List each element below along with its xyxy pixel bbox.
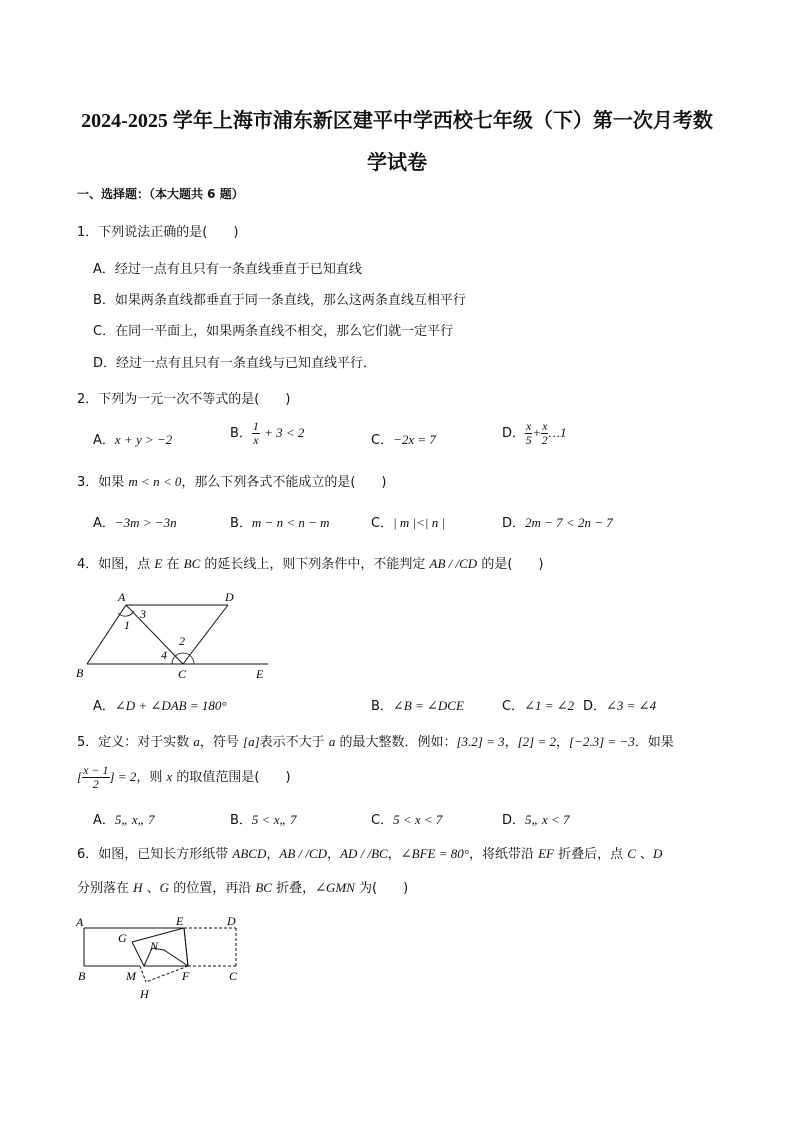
exam-title-line1: 2024-2025 学年上海市浦东新区建平中学西校七年级（下）第一次月考数	[81, 110, 713, 132]
option-expr: 5 < x < 7	[393, 812, 443, 827]
option-expr: ∠3 = ∠4	[606, 698, 657, 713]
q5-stem	[77, 731, 674, 750]
q3-option-c	[371, 512, 445, 531]
stem-text: ，那么下列各式不能成立的是( )	[181, 475, 387, 490]
q4-stem	[77, 553, 543, 572]
frac-den: 2	[541, 433, 548, 447]
q5-option-c	[371, 809, 442, 828]
stem-text: ，	[266, 847, 280, 862]
q1-stem: 1．下列说法正确的是( )	[77, 225, 239, 240]
q5-option-d	[502, 809, 570, 828]
stem-math: AB / /CD	[429, 556, 478, 571]
fraction	[252, 420, 260, 447]
option-expr: ∠1 = ∠2	[524, 698, 575, 713]
stem-text: 4．如图，点	[77, 557, 155, 572]
frac-den: 5	[525, 433, 532, 447]
q2-option-c	[371, 429, 436, 448]
stem-math: EF	[538, 846, 554, 861]
option-label: B．	[371, 699, 393, 714]
option-label: C．	[371, 433, 394, 448]
stem-math: AB / /CD	[279, 846, 328, 861]
point-label-e: E	[176, 914, 184, 928]
option-label: A．	[93, 516, 115, 531]
option-expr: 2m − 7 < 2n − 7	[525, 515, 613, 530]
stem-math: [−2.3] = −3	[569, 734, 635, 749]
q4-option-d	[583, 695, 656, 714]
stem-text: 折叠后，点	[553, 847, 628, 862]
option-expr: −3m > −3n	[114, 515, 177, 530]
stem-text: 5．定义：对于实数	[77, 735, 194, 750]
angle-label-2: 2	[179, 634, 185, 648]
option-expr: + 3 < 2	[264, 425, 305, 440]
angle-label-4: 4	[161, 648, 167, 662]
point-label-m: M	[126, 969, 136, 983]
q1-option-b: B．如果两条直线都垂直于同一条直线，那么这两条直线互相平行	[93, 293, 466, 308]
option-label: C．	[371, 516, 394, 531]
stem-math: BC	[255, 880, 272, 895]
q5-option-b	[230, 809, 296, 828]
stem-math: [3.2] = 3	[456, 734, 505, 749]
option-expr: −2x = 7	[393, 432, 436, 447]
stem-math: ABCD	[232, 846, 267, 861]
stem-text: 分别落在	[77, 881, 134, 896]
q3-stem	[77, 471, 387, 490]
option-label: C．	[371, 813, 394, 828]
option-label: B．	[230, 426, 252, 441]
q4-option-b	[371, 695, 464, 714]
q4-figure	[72, 585, 272, 685]
stem-math: E	[154, 556, 163, 571]
stem-text: 折叠，	[271, 881, 316, 896]
stem-text: ，	[327, 847, 341, 862]
stem-text: ．如果	[634, 735, 674, 750]
stem-math: AD / /BC	[340, 846, 388, 861]
option-label: A．	[93, 699, 115, 714]
stem-math: ] = 2	[109, 769, 137, 784]
bracket: [	[77, 769, 83, 784]
stem-text: 的位置，再沿	[169, 881, 256, 896]
frac-num: 1	[252, 419, 259, 433]
stem-text: ，将纸带沿	[468, 847, 539, 862]
point-label-d: D	[225, 590, 234, 604]
q4-option-a	[93, 695, 227, 714]
q3-option-a	[93, 512, 177, 531]
stem-math: [a]	[243, 734, 260, 749]
stem-math: x	[166, 769, 173, 784]
stem-text: ，	[504, 735, 518, 750]
frac-den: x	[253, 433, 259, 447]
option-label: B．	[230, 813, 252, 828]
option-expr: m − n < n − m	[251, 515, 330, 530]
q1-option-a: A．经过一点有且只有一条直线垂直于已知直线	[93, 262, 362, 277]
frac-den: 2	[92, 777, 99, 791]
option-expr: …1	[548, 425, 567, 440]
stem-text: ，	[556, 735, 570, 750]
stem-math: m < n < 0	[128, 474, 182, 489]
stem-math: H	[133, 880, 143, 895]
stem-text: 、	[142, 881, 160, 896]
line-ab	[87, 605, 126, 664]
q2-option-d	[502, 420, 567, 447]
frac-num: x	[542, 419, 548, 433]
q2-stem: 2．下列为一元一次不等式的是( )	[77, 392, 291, 407]
stem-math: G	[159, 880, 170, 895]
stem-text: 为( )	[354, 881, 409, 896]
q3-option-d	[502, 512, 613, 531]
line-ac	[126, 605, 183, 664]
q6-figure	[72, 910, 252, 1005]
option-expr: 5„ x„ 7	[114, 812, 155, 827]
stem-math: BC	[183, 556, 201, 571]
stem-text: ，符号	[199, 735, 244, 750]
frac-num: x − 1	[83, 763, 109, 777]
stem-text: 的取值范围是( )	[172, 770, 291, 785]
q1-option-c: C．在同一平面上，如果两条直线不相交，那么它们就一定平行	[93, 324, 454, 339]
option-expr: x + y > −2	[114, 432, 173, 447]
stem-math: a	[193, 734, 200, 749]
point-label-g: G	[118, 931, 127, 945]
angle-label-3: 3	[140, 607, 146, 621]
stem-text: 、	[635, 847, 654, 862]
stem-math: ∠GMN	[315, 880, 355, 895]
point-label-c: C	[229, 969, 238, 983]
option-expr: 5 < x„ 7	[251, 812, 297, 827]
line-mh-dashed	[140, 966, 146, 982]
point-label-c: C	[178, 667, 187, 681]
section-heading: 一、选择题：（本大题共 6 题）	[77, 187, 244, 201]
point-label-b: B	[78, 969, 86, 983]
exam-title-line2: 学试卷	[367, 152, 427, 174]
option-label: A．	[93, 813, 115, 828]
q6-stem-line2	[77, 877, 408, 896]
point-label-h: H	[140, 987, 149, 1001]
option-label: D．	[502, 516, 526, 531]
option-label: B．	[230, 516, 252, 531]
stem-math: ∠BFE = 80°	[400, 846, 469, 861]
option-label: D．	[583, 699, 607, 714]
angle-label-1: 1	[124, 618, 130, 632]
option-expr: 5„ x < 7	[525, 812, 570, 827]
option-label: C．	[502, 699, 525, 714]
stem-text: 的最大整数．例如：	[335, 735, 457, 750]
option-label: A．	[93, 433, 115, 448]
stem-text: ，	[387, 847, 401, 862]
point-label-n: N	[150, 939, 159, 953]
point-label-b: B	[76, 666, 84, 680]
stem-math: [2] = 2	[517, 734, 556, 749]
q2-option-a	[93, 429, 172, 448]
q5-option-a	[93, 809, 155, 828]
option-expr: ∠D + ∠DAB = 180°	[114, 698, 227, 713]
point-label-a: A	[118, 590, 126, 604]
point-label-f: F	[182, 969, 190, 983]
q2-option-b	[230, 420, 304, 447]
stem-text: 3．如果	[77, 475, 129, 490]
stem-text: 的延长线上，则下列条件中，不能判定	[200, 557, 430, 572]
option-expr: | m |<| n |	[393, 515, 446, 530]
option-expr: ∠B = ∠DCE	[392, 698, 464, 713]
q5-stem-line2	[77, 764, 291, 791]
q4-option-c	[502, 695, 574, 714]
stem-text: 6．如图，已知长方形纸带	[77, 847, 233, 862]
stem-text: 的是( )	[477, 557, 544, 572]
stem-math: D	[653, 846, 663, 861]
option-label: D．	[502, 813, 526, 828]
stem-math: C	[627, 846, 636, 861]
q3-option-b	[230, 512, 330, 531]
fraction	[82, 764, 109, 791]
q6-stem	[77, 843, 662, 862]
stem-text: 在	[162, 557, 184, 572]
option-label: D．	[502, 426, 526, 441]
stem-math: a	[328, 734, 336, 749]
q1-option-d: D．经过一点有且只有一条直线与已知直线平行．	[93, 356, 377, 371]
plus-sign: +	[532, 425, 542, 440]
stem-text: 表示不大于	[259, 735, 329, 750]
point-label-d: D	[227, 914, 236, 928]
point-label-a: A	[76, 915, 84, 929]
stem-text: ，则	[136, 770, 167, 785]
point-label-e: E	[256, 667, 264, 681]
frac-num: x	[526, 419, 532, 433]
